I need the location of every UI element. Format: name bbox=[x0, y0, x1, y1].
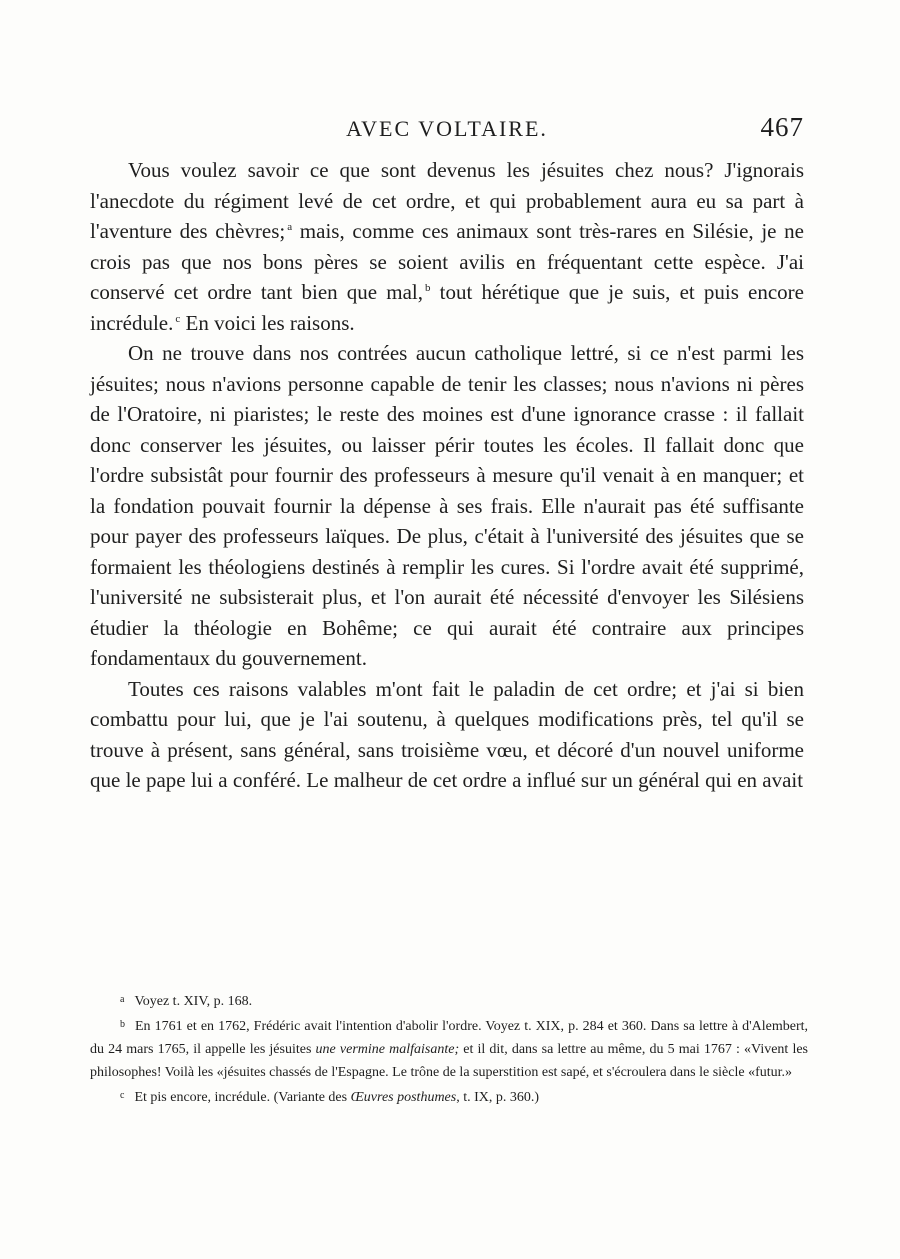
footnote-mark-c: c bbox=[120, 1090, 125, 1101]
paragraph-3: Toutes ces raisons valables m'ont fait le paladin de cet ordre; et j'ai si bien combattu pour lui, que je l'ai soutenu, à quelques modifications près, tel qu'il se trouve à présent, sans général, sans troisième vœu, et décoré d'un nouvel uniforme que le pape lui a conféré. Le malheur de cet ordre a influé sur un général qui en avait bbox=[90, 676, 804, 792]
paragraph-1-text-b: mais, comme ces animaux sont très-rares en Silésie, je ne crois pas que nos bons pères se soient avilis en fréquentant cette espèce. J'ai conservé cet ordre tant bien que mal, bbox=[90, 219, 804, 304]
footnote-mark-a: a bbox=[120, 994, 125, 1005]
page-number: 467 bbox=[760, 112, 804, 142]
running-title: AVEC VOLTAIRE. bbox=[346, 116, 548, 141]
footnote-a-text: Voyez t. XIV, p. 168. bbox=[134, 994, 253, 1009]
footnote-b bbox=[90, 1013, 808, 1084]
footnote-a bbox=[90, 988, 808, 1013]
footnote-c bbox=[90, 1084, 808, 1109]
running-head bbox=[90, 112, 804, 146]
footnote-ref-c: c bbox=[175, 312, 181, 325]
paragraph-1-text-d: En voici les raisons. bbox=[180, 310, 355, 335]
footnote-b-italic: une vermine malfaisante; bbox=[315, 1042, 460, 1057]
body-text bbox=[90, 155, 804, 796]
footnote-ref-b: b bbox=[425, 282, 431, 294]
paragraph-1 bbox=[90, 155, 804, 338]
footnotes bbox=[90, 988, 808, 1109]
footnote-b-text-2: et il dit, dans sa lettre au même, du 5 mai 1767 : «Vivent les philosophes! Voilà les «jésuites chassés de l'Espagne. Le trône de la superstition est sapé, et s'écroulera dans le siècle «futur.» bbox=[90, 1042, 809, 1080]
footnote-c-text-1: Et pis encore, incrédule. (Variante des bbox=[134, 1090, 351, 1105]
footnote-c-italic: Œuvres posthumes bbox=[350, 1090, 457, 1105]
footnote-c-text-2: , t. IX, p. 360.) bbox=[456, 1090, 540, 1105]
footnote-mark-b: b bbox=[120, 1019, 125, 1030]
paragraph-2: On ne trouve dans nos contrées aucun catholique lettré, si ce n'est parmi les jésuites; nous n'avions personne capable de tenir les classes; nous n'avions ni pères de l'Oratoire, ni piaristes; le reste des moines est d'une ignorance crasse : il fallait donc conserver les jésuites, ou laisser périr toutes les écoles. Il fallait donc que l'ordre subsistât pour fournir des professeurs à mesure qu'il venait à en manquer; et la fondation pouvait fournir la dépense à ses frais. Elle n'aurait pas été suffisante pour payer des professeurs laïques. De plus, c'était à l'université des jésuites que se formaient les théologiens destinés à remplir les cures. Si l'ordre avait été supprimé, l'université ne subsisterait plus, et l'on aurait été nécessité d'envoyer les Silésiens étudier la théologie en Bohême; ce qui aurait été contraire aux principes fondamentaux du gouvernement. bbox=[90, 341, 804, 670]
footnote-ref-a: a bbox=[287, 221, 293, 233]
footnote-b-text-1: En 1761 et en 1762, Frédéric avait l'intention d'abolir l'ordre. Voyez t. XIX, p. 284 et 360. Dans sa lettre à d'Alembert, du 24 mars 1765, il appelle les jésuites bbox=[90, 1019, 808, 1057]
paragraph-1-text-a: Vous voulez savoir ce que sont devenus les jésuites chez nous? J'ignorais l'anecdote du régiment levé de cet ordre, et qui probablement aura eu sa part à l'aventure des chèvres; bbox=[90, 158, 804, 243]
paragraph-1-text-c: tout hérétique que je suis, et puis encore incrédule. bbox=[90, 280, 804, 335]
